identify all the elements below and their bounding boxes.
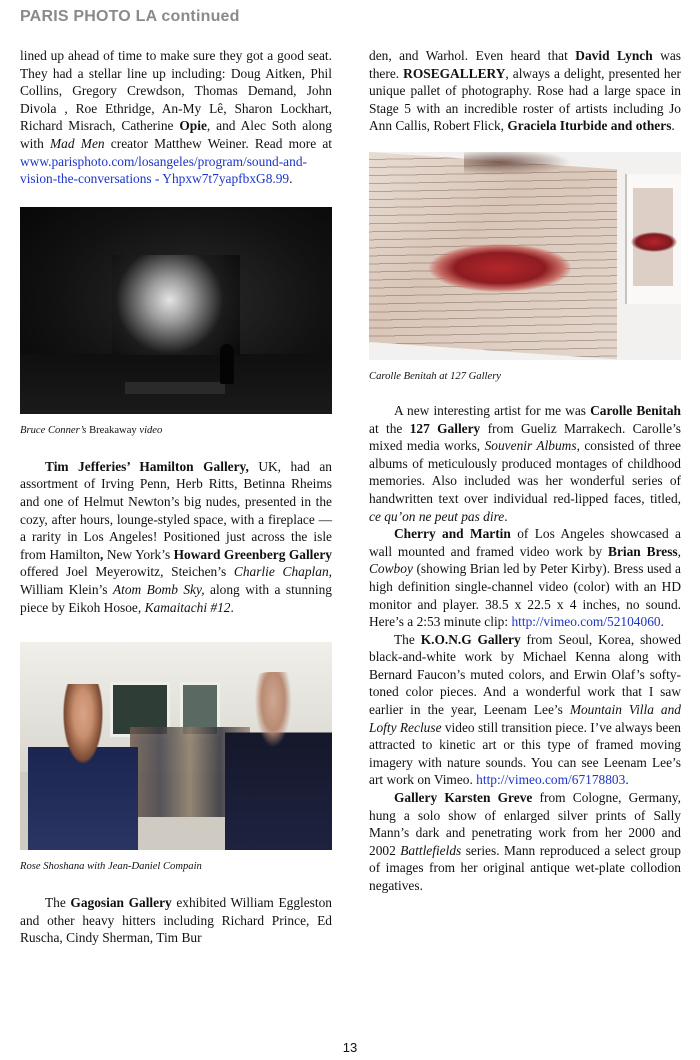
- bold-text: Opie: [179, 118, 207, 134]
- bold-text: Brian Bress: [608, 543, 678, 559]
- text: .: [625, 772, 629, 788]
- text: The: [45, 895, 71, 911]
- italic-text: , Kamaitachi #12: [137, 599, 231, 615]
- paragraph-left-3: [20, 894, 332, 947]
- text: from Gueliz Marrakech. Carolle’s mixed media works,: [369, 420, 682, 454]
- page-header: PARIS PHOTO LA continued: [20, 8, 240, 25]
- text: .: [660, 614, 664, 630]
- bold-text: Tim Jefferies’ Hamilton Gallery,: [45, 458, 249, 474]
- italic-text: ce qu’on ne peut pas dire: [369, 508, 505, 524]
- text: A new interesting artist for me was: [394, 402, 591, 418]
- caption-text: video: [136, 424, 163, 436]
- text: William Klein’s: [20, 581, 113, 597]
- paragraph-right-5: [369, 789, 681, 895]
- text: The: [394, 631, 421, 647]
- bold-text: David Lynch: [575, 48, 653, 63]
- text: along with a stunning piece by Eikoh Hosoe: [20, 581, 332, 615]
- text: .: [504, 508, 508, 524]
- right-column: [369, 47, 681, 895]
- page-number: 13: [342, 1040, 358, 1055]
- paragraph-right-4: [369, 631, 681, 789]
- text: from Seoul, Korea, showed black-and-white work by Michael Kenna along with Bernard Faucon’s muted colors, and Erwin Olaf’s softy-toned color pieces. And a wonderful work that I saw earlier in the year, Leenam Lee’s: [369, 631, 681, 718]
- italic-text: Cowboy: [369, 561, 413, 577]
- caption-rose-shoshana: Rose Shoshana with Jean-Daniel Compain: [20, 861, 202, 873]
- vimeo-link-bress[interactable]: http://vimeo.com/52104060: [511, 614, 661, 630]
- bold-text: Howard Greenberg Gallery: [173, 546, 332, 562]
- bold-text: K.O.N.G Gallery: [420, 631, 521, 647]
- bold-text: ROSEGALLERY: [403, 65, 506, 81]
- text: lined up ahead of time to make sure they got a good seat. They had a stellar line up including: Doug Aitken, Phil Collins, Gregory Crewdson, Thomas Demand, John Divola , Roe Ethridge, An-My Lê, Sharon Lockhart, Richard Misrach, Catherine: [20, 48, 332, 134]
- italic-text: Mad Men: [50, 135, 105, 151]
- bold-text: Gallery Karsten Greve: [394, 790, 533, 806]
- text: .: [230, 599, 234, 615]
- text: .: [671, 118, 675, 134]
- italic-text: Charlie Chaplan,: [233, 564, 332, 580]
- bold-text: Carolle Benitah: [590, 402, 681, 418]
- paragraph-left-1: [20, 47, 332, 188]
- text: den, and Warhol. Even heard that: [369, 48, 576, 63]
- text: , and Alec Soth along with: [20, 118, 332, 151]
- caption-text: Breakaway: [89, 424, 137, 436]
- text: of Los Angeles showcased a wall mounted and framed video work by: [369, 526, 681, 559]
- photo-carolle-benitah: [369, 152, 681, 360]
- bold-text: Cherry and Martin: [394, 526, 511, 542]
- text: series. Mann reproduced a select group of images from her original antique wet-plate collodion negatives.: [369, 842, 681, 893]
- paragraph-right-1: [369, 47, 681, 135]
- caption-carolle-benitah: Carolle Benitah at 127 Gallery: [369, 370, 502, 382]
- text: exhibited William Eggleston and other heavy hitters including Richard Prince, Ed Ruscha, Cindy Sherman, Tim Bur: [20, 895, 333, 946]
- text: (showing Brian led by Peter Kirby). Bress used a high definition single-channel video (color) with an HD monitor and player. 38.5 x 22.5 x 4 inches, no sound. Here’s a 2:53 minute clip:: [369, 561, 681, 630]
- text: creator Matthew Weiner. Read more at: [104, 135, 333, 151]
- left-column: [20, 47, 332, 947]
- text: offered Joel Meyerowitz, Steichen’s: [20, 564, 234, 580]
- italic-text: Mountain Villa and Lofty Recluse: [369, 702, 681, 735]
- italic-text: Souvenir Albums: [484, 438, 577, 454]
- photo-rose-shoshana: [20, 642, 332, 850]
- text: , consisted of three albums of meticulously produced montages of childhood memories. Also included was her wonderful series of handwritten text over individual red-lipped faces, titled,: [369, 438, 681, 506]
- italic-text: Battlefields: [400, 842, 462, 858]
- text: at the: [369, 420, 410, 436]
- caption-breakaway: [20, 424, 332, 438]
- text: .: [289, 171, 293, 187]
- bold-text: Gagosian Gallery: [70, 895, 172, 911]
- photo-breakaway-video: [20, 207, 332, 414]
- paragraph-right-3: [369, 525, 681, 631]
- bold-text: Graciela Iturbide and others: [507, 118, 672, 134]
- text: video still transition piece. I’ve always been attracted to kinetic art or this type of framed moving imagery with nature sounds. You can see Leenam Lee’s art work on Vimeo.: [369, 719, 681, 788]
- text: New York’s: [103, 546, 174, 562]
- vimeo-link-leenam-lee[interactable]: http://vimeo.com/67178803: [476, 772, 626, 788]
- paragraph-right-2: [369, 402, 681, 525]
- text: , always a delight, presented her unique pallet of photography. Rose had a large space in Stage 5 with an incredible roster of artists including Jo Ann Callis, Robert Flick,: [369, 65, 681, 134]
- parisphoto-link[interactable]: www.parisphoto.com/losangeles/program/sound-and-vision-the-conversations - Yhpxw7t7yapfbxG8.99: [20, 153, 307, 187]
- bold-text: 127 Gallery: [409, 420, 481, 436]
- bold-text: ,: [100, 546, 104, 562]
- caption-text: Bruce Conner’s: [20, 424, 90, 436]
- text: from Cologne, Germany, hung a solo show of enlarged silver prints of Sally Mann’s dark and penetrating work from her 2000 and 2002: [369, 790, 681, 858]
- italic-text: Atom Bomb Sky,: [112, 581, 205, 597]
- text: UK, had an assortment of Irving Penn, Herb Ritts, Betinna Rheims and one of Helmut Newton’s big nudes, presented in the cozy, after hours, lounge-styled space, with a fireplace — a rarity in Los Angeles! Positioned just across the isle from Hamilton: [20, 458, 332, 562]
- paragraph-left-2: [20, 458, 332, 616]
- text: ,: [677, 543, 681, 559]
- text: was there.: [369, 48, 681, 81]
